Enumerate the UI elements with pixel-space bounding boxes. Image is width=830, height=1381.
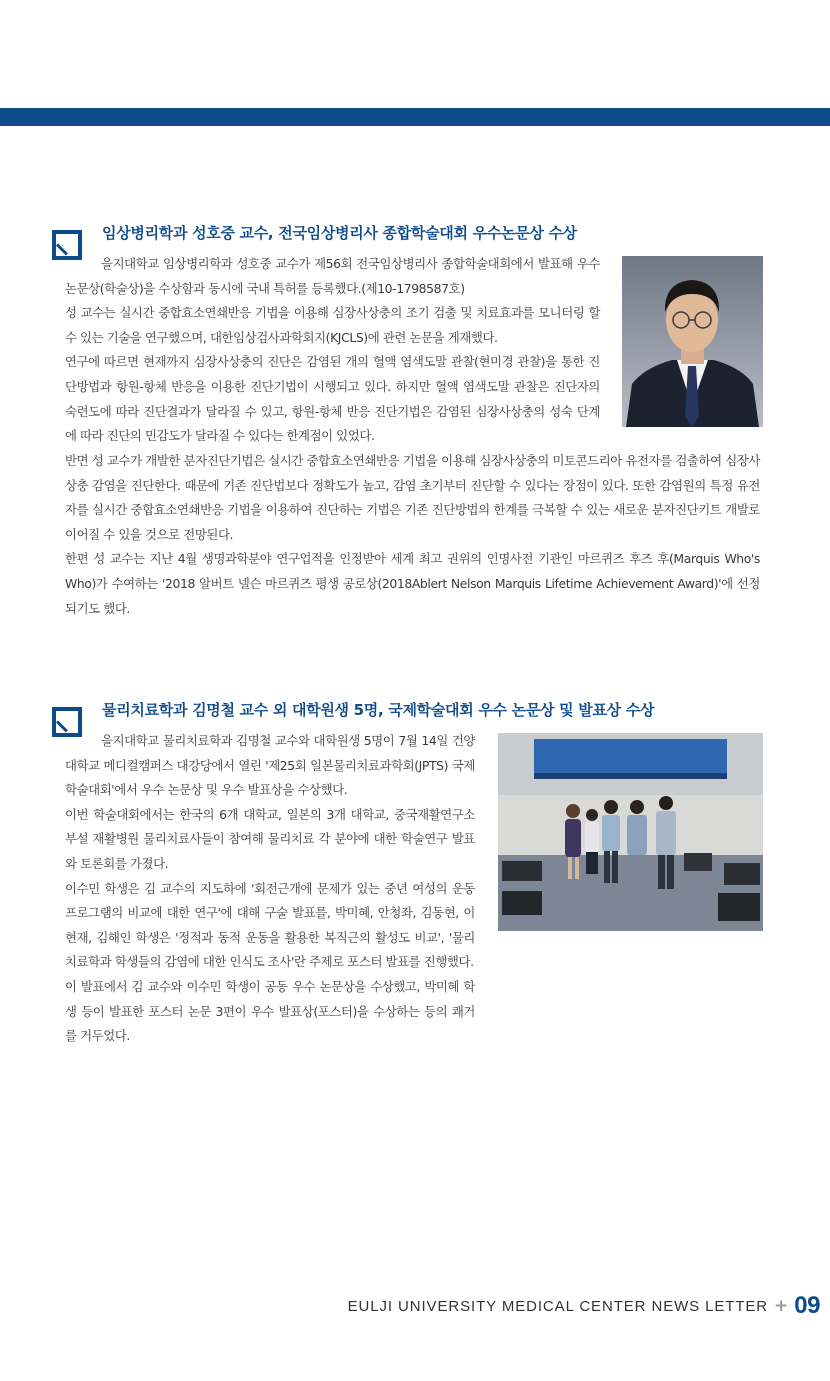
- article-1-body-full: [65, 449, 760, 621]
- page-number: 09: [794, 1292, 820, 1319]
- article-1-body: [65, 252, 600, 449]
- article-1-paragraph: 연구에 따르면 현재까지 심장사상충의 진단은 감염된 개의 혈액 염색도말 관찰(현미경 관찰)을 통한 진단방법과 항원-항체 반응을 이용한 진단기법이 시행되고 있다. 하지만 혈액 염색도말 관찰은 진단자의 숙련도에 따라 진단결과가 달라질 수 있고, 항원-항체 반응 진단기법은 감염된 심장사상충의 성숙 단계에 따라 진단의 민감도가 달라질 수 있다는 한계점이 있었다.: [65, 354, 600, 444]
- article-1-paragraph: 한편 성 교수는 지난 4월 생명과학분야 연구업적을 인정받아 세계 최고 권위의 인명사전 기관인 마르퀴즈 후즈 후(Marquis Who's Who)가 수여하는 '2018 알버트 넬슨 마르퀴즈 평생 공로상(2018Ablert Nelson Marquis Lifetime Achievement Award)'에 선정되기도 했다.: [65, 551, 760, 616]
- article-1-headline: 임상병리학과 성호중 교수, 전국임상병리사 종합학술대회 우수논문상 수상: [102, 224, 577, 242]
- article-2-paragraph: 이 발표에서 김 교수와 이수민 학생이 공동 우수 논문상을 수상했고, 박미혜 학생 등이 발표한 포스터 논문 3편이 우수 발표상(포스터)을 수상하는 등의 쾌거를 거두었다.: [65, 978, 475, 1044]
- professor-portrait: [622, 256, 763, 427]
- article-2-paragraph: 을지대학교 물리치료학과 김명철 교수와 대학원생 5명이 7월 14일 건양대학교 메디컬캠퍼스 대강당에서 열린 '제25회 일본물리치료과학회(JPTS) 국제학술대회'에서 우수 논문상 및 우수 발표상을 수상했다.: [65, 733, 475, 798]
- article-2-paragraph: 이수민 학생은 김 교수의 지도하에 '회전근개에 문제가 있는 중년 여성의 운동 프로그램의 비교에 대한 연구'에 대해 구술 발표를, 박미혜, 안청좌, 김동현, 이현재, 김해인 학생은 '정적과 동적 운동을 활용한 복직근의 활성도 비교', '물리치료학과 학생들의 감염에 대한 인식도 조사'란 주제로 포스터 발표를 진행했다.: [65, 880, 475, 970]
- page-footer: [348, 1292, 820, 1320]
- article-1-paragraph: 반면 성 교수가 개발한 분자진단기법은 실시간 중합효소연쇄반응 기법을 이용해 심장사상충의 미토콘드리아 유전자를 검출하여 심장사상충 감염을 진단한다. 때문에 기존 진단법보다 정확도가 높고, 감염 초기부터 진단할 수 있다는 장점이 있다. 또한 감염원의 특정 유전자를 실시간 중합효소연쇄반응 기법을 이용하여 진단하는 기법은 기존 진단방법의 한계를 극복할 수 있는 새로운 분자진단키트 개발로 이어질 수 있을 것으로 전망된다.: [65, 453, 760, 542]
- article-1-paragraph: 을지대학교 임상병리학과 성호중 교수가 제56회 전국임상병리사 종합학술대회에서 발표해 우수논문상(학술상)을 수상함과 동시에 국내 특허를 등록했다.(제10-1798587호): [65, 256, 600, 296]
- article-2-paragraph: 이번 학술대회에서는 한국의 6개 대학교, 일본의 3개 대학교, 중국재활연구소 부설 재활병원 물리치료사들이 참여해 물리치료 각 분야에 대한 학술연구 발표와 토론회를 가졌다.: [65, 806, 475, 871]
- portrait-image: [622, 256, 763, 427]
- article-2-body: [65, 729, 475, 1049]
- article-2-headline: 물리치료학과 김명철 교수 외 대학원생 5명, 국제학술대회 우수 논문상 및 발표상 수상: [102, 701, 655, 719]
- newsletter-title: EULJI UNIVERSITY MEDICAL CENTER NEWS LETTER: [347, 1297, 769, 1315]
- conference-group-photo: [498, 733, 763, 931]
- group-photo-image: [498, 733, 763, 931]
- plus-separator-icon: +: [774, 1296, 789, 1316]
- article-1-paragraph: 성 교수는 실시간 중합효소연쇄반응 기법을 이용해 심장사상충의 조기 검출 및 치료효과를 모니터링 할 수 있는 기술을 연구했으며, 대한임상검사과학회지(KJCLS)에 관련 논문을 게재했다.: [65, 305, 600, 345]
- top-accent-bar: [0, 108, 830, 126]
